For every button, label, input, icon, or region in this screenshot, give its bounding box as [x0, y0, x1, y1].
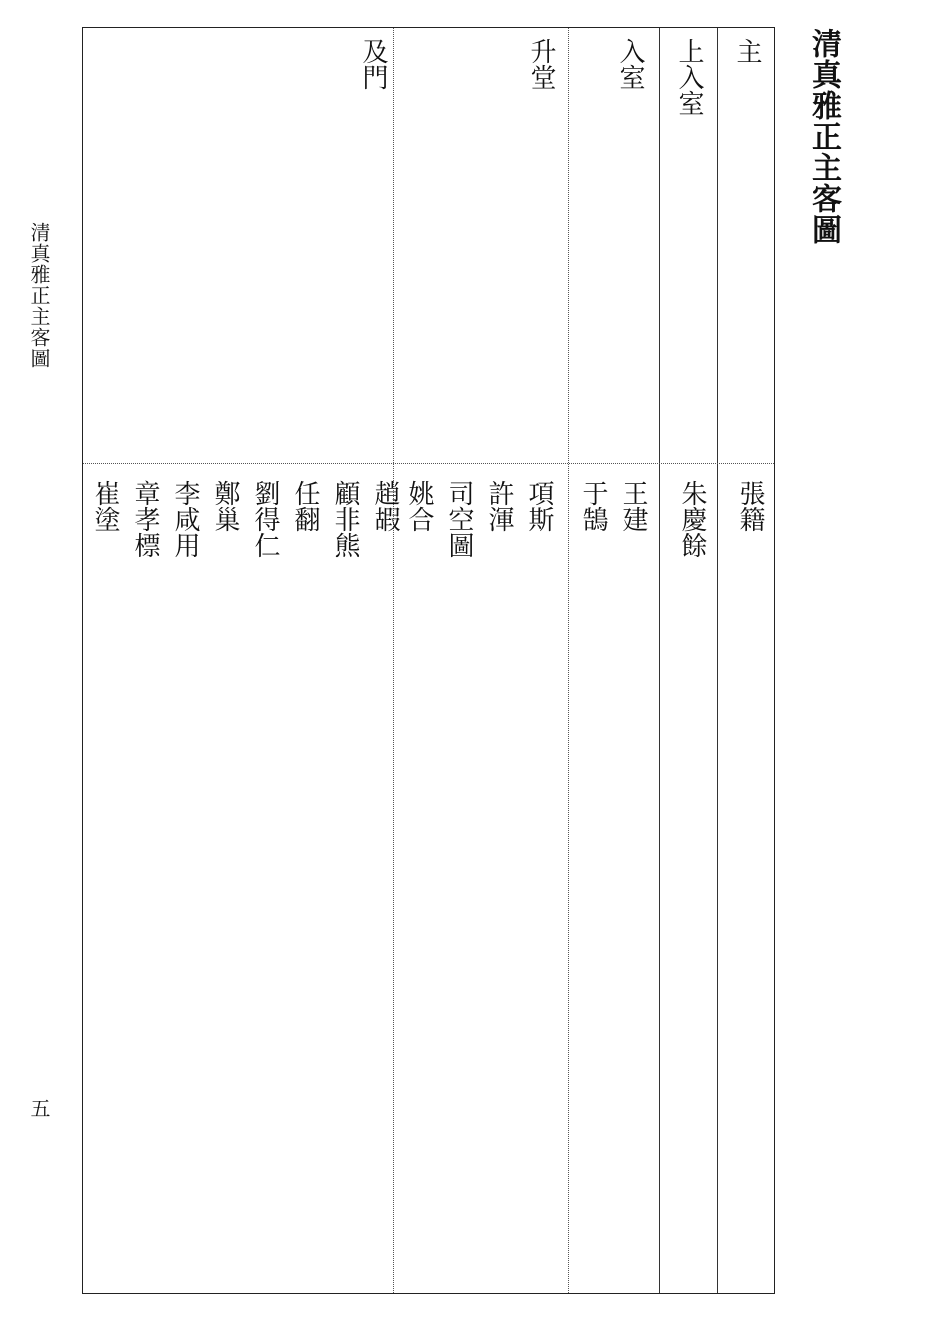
- rank-label-zhu: 主: [732, 38, 762, 64]
- poet-name: 鄭巢: [210, 480, 240, 532]
- poet-name: 任翻: [290, 480, 320, 532]
- poet-name: 朱慶餘: [677, 480, 707, 558]
- poet-name: 李咸用: [170, 480, 200, 558]
- poet-name: 姚合: [404, 480, 434, 532]
- column-divider: [568, 28, 569, 1293]
- column-divider: [393, 28, 394, 1293]
- poet-name: 崔塗: [90, 480, 120, 532]
- poet-group-rushi: [573, 480, 653, 532]
- column-divider: [659, 28, 660, 1293]
- poet-name: 于鵠: [578, 480, 608, 532]
- poet-group-shang-rushi: [672, 480, 712, 558]
- column-divider: [717, 28, 718, 1293]
- poet-name: 司空圖: [444, 480, 474, 558]
- poet-name: 趙嘏: [370, 480, 400, 532]
- page-number: 五: [27, 1098, 51, 1118]
- poet-name: 項斯: [524, 480, 554, 532]
- poet-name: 顧非熊: [330, 480, 360, 558]
- poet-name: 劉得仁: [250, 480, 280, 558]
- poet-group-jimen: [85, 480, 400, 558]
- poet-name: 許渾: [484, 480, 514, 532]
- table-frame: [82, 27, 775, 1294]
- margin-title: 清真雅正主客圖: [27, 222, 51, 369]
- poet-group-zhu: [730, 480, 770, 532]
- row-divider: [83, 463, 774, 464]
- page-title: 清真雅正主客圖: [806, 28, 841, 245]
- poet-group-shengtang: [399, 480, 559, 558]
- poet-name: 王建: [618, 480, 648, 532]
- poet-name: 章孝標: [130, 480, 160, 558]
- poet-name: 張籍: [735, 480, 765, 532]
- rank-label-shang-rushi: 上入室: [674, 38, 704, 116]
- rank-label-rushi: 入室: [615, 38, 645, 90]
- rank-label-shengtang: 升堂: [526, 38, 556, 90]
- rank-label-jimen: 及門: [358, 38, 388, 90]
